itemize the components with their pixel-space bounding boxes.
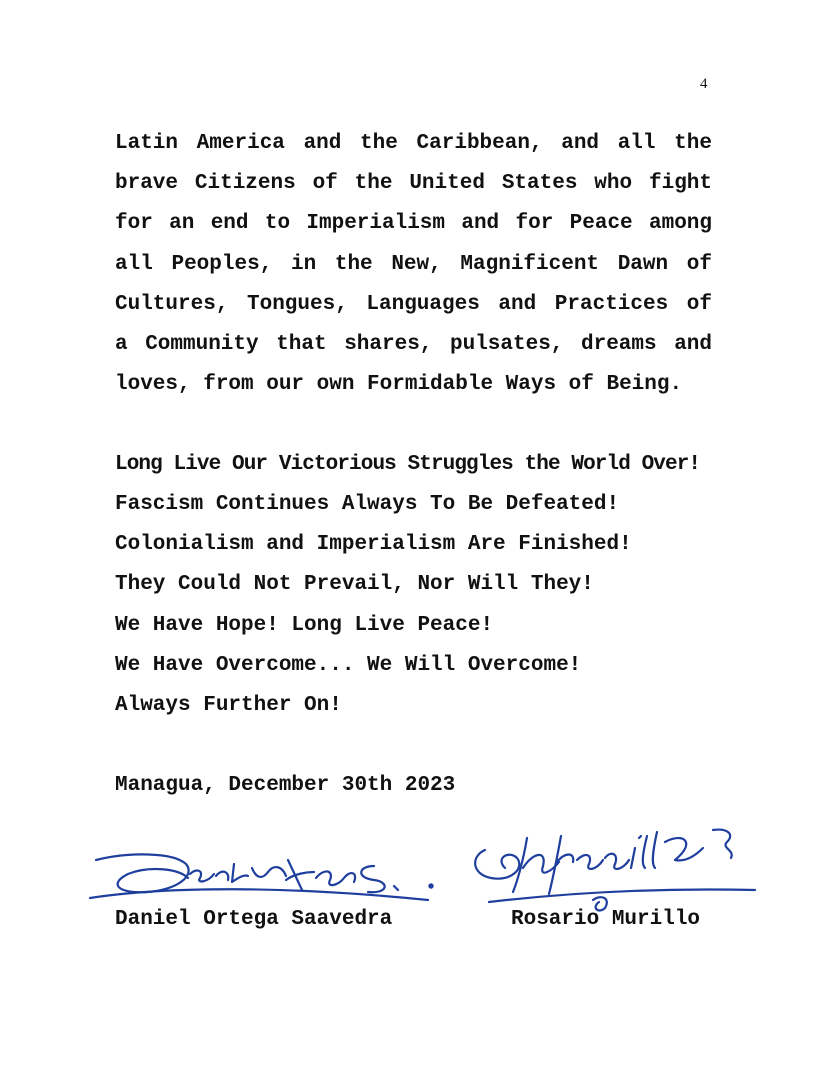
signature-daniel-ortega (88, 838, 443, 913)
slogan-line: Fascism Continues Always To Be Defeated! (115, 493, 620, 516)
paragraph-line: loves, from our own Formidable Ways of Being. (115, 373, 683, 396)
page-number: 4 (700, 76, 708, 92)
slogan-line: Colonialism and Imperialism Are Finished! (115, 533, 632, 556)
slogan-line: They Could Not Prevail, Nor Will They! (115, 573, 594, 596)
paragraph-line: Latin America and the Caribbean, and all the (115, 132, 712, 155)
paragraph-line: for an end to Imperialism and for Peace among (115, 212, 712, 235)
paragraph-line: brave Citizens of the United States who fight (115, 172, 712, 195)
paragraph-line: Cultures, Tongues, Languages and Practices of (115, 293, 712, 316)
paragraph-line: all Peoples, in the New, Magnificent Dawn of (115, 253, 712, 276)
signatory-name-left: Daniel Ortega Saavedra (115, 908, 393, 931)
place-date: Managua, December 30th 2023 (115, 774, 456, 797)
paragraph-line: a Community that shares, pulsates, dreams and (115, 333, 712, 356)
signature-rosario-murillo (465, 812, 765, 917)
slogan-line: Always Further On! (115, 694, 342, 717)
signatory-name-right: Rosario Murillo (511, 908, 701, 931)
slogan-line: We Have Overcome... We Will Overcome! (115, 654, 582, 677)
slogan-line: We Have Hope! Long Live Peace! (115, 614, 494, 637)
slogan-line: Long Live Our Victorious Struggles the World Over! (115, 453, 701, 476)
